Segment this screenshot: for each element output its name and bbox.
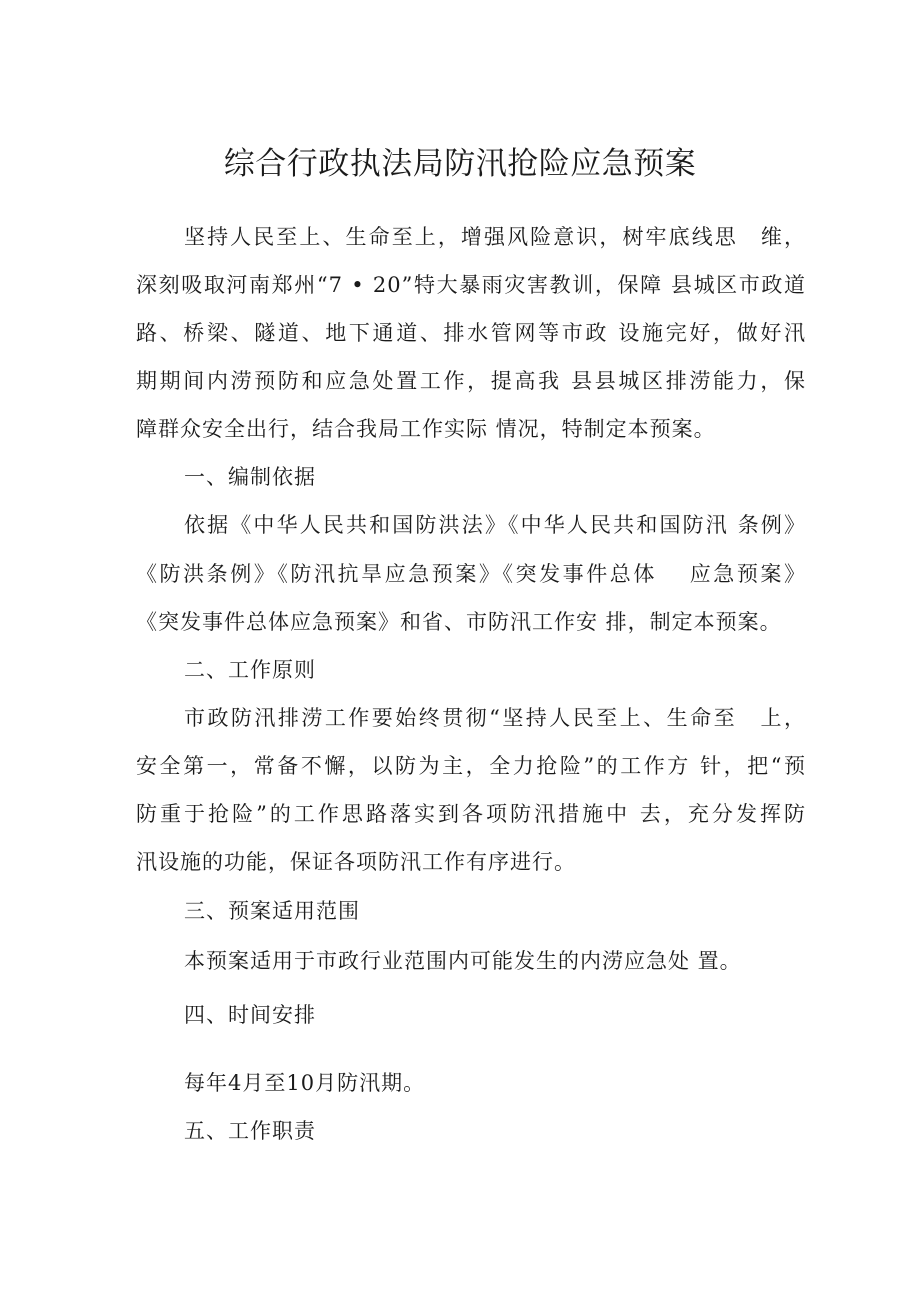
section-line: 本预案适用于市政行业范围内可能发生的内涝应急处 置。 (184, 949, 742, 973)
document-title: 综合行政执法局防汛抢险应急预案 (223, 146, 697, 182)
section-line: 每年4月至10月防汛期。 (184, 1071, 426, 1095)
intro-line: 期期间内涝预防和应急处置工作，提高我 县县城区排涝能力，保 (136, 369, 806, 393)
section-line: 汛设施的功能，保证各项防汛工作有序进行。 (136, 850, 576, 874)
section-line: 依据《中华人民共和国防洪法》《中华人民共和国防汛 条例》 (184, 513, 806, 537)
section-line: 安全第一，常备不懈，以防为主，全力抢险”的工作方 针，把“预 (136, 754, 806, 778)
intro-line: 坚持人民至上、生命至上，增强风险意识，树牢底线思 维， (184, 225, 806, 249)
section-heading: 一、编制依据 (184, 465, 316, 489)
section-line: 防重于抢险”的工作思路落实到各项防汛措施中 去，充分发挥防 (136, 802, 806, 826)
intro-line: 深刻吸取河南郑州“7 • 20”特大暴雨灾害教训，保障 县城区市政道 (136, 273, 806, 297)
section-line: 市政防汛排涝工作要始终贯彻“坚持人民至上、生命至 上， (184, 706, 806, 730)
intro-line: 障群众安全出行，结合我局工作实际 情况，特制定本预案。 (136, 417, 716, 441)
intro-line: 路、桥梁、隧道、地下通道、排水管网等市政 设施完好，做好汛 (136, 321, 806, 345)
section-heading: 五、工作职责 (184, 1119, 316, 1143)
section-heading: 二、工作原则 (184, 658, 316, 682)
section-line: 《防洪条例》《防汛抗旱应急预案》《突发事件总体 应急预案》 (136, 562, 806, 586)
section-heading: 三、预案适用范围 (184, 899, 360, 923)
section-heading: 四、时间安排 (184, 1003, 316, 1027)
section-line: 《突发事件总体应急预案》和省、市防汛工作安 排，制定本预案。 (136, 610, 782, 634)
